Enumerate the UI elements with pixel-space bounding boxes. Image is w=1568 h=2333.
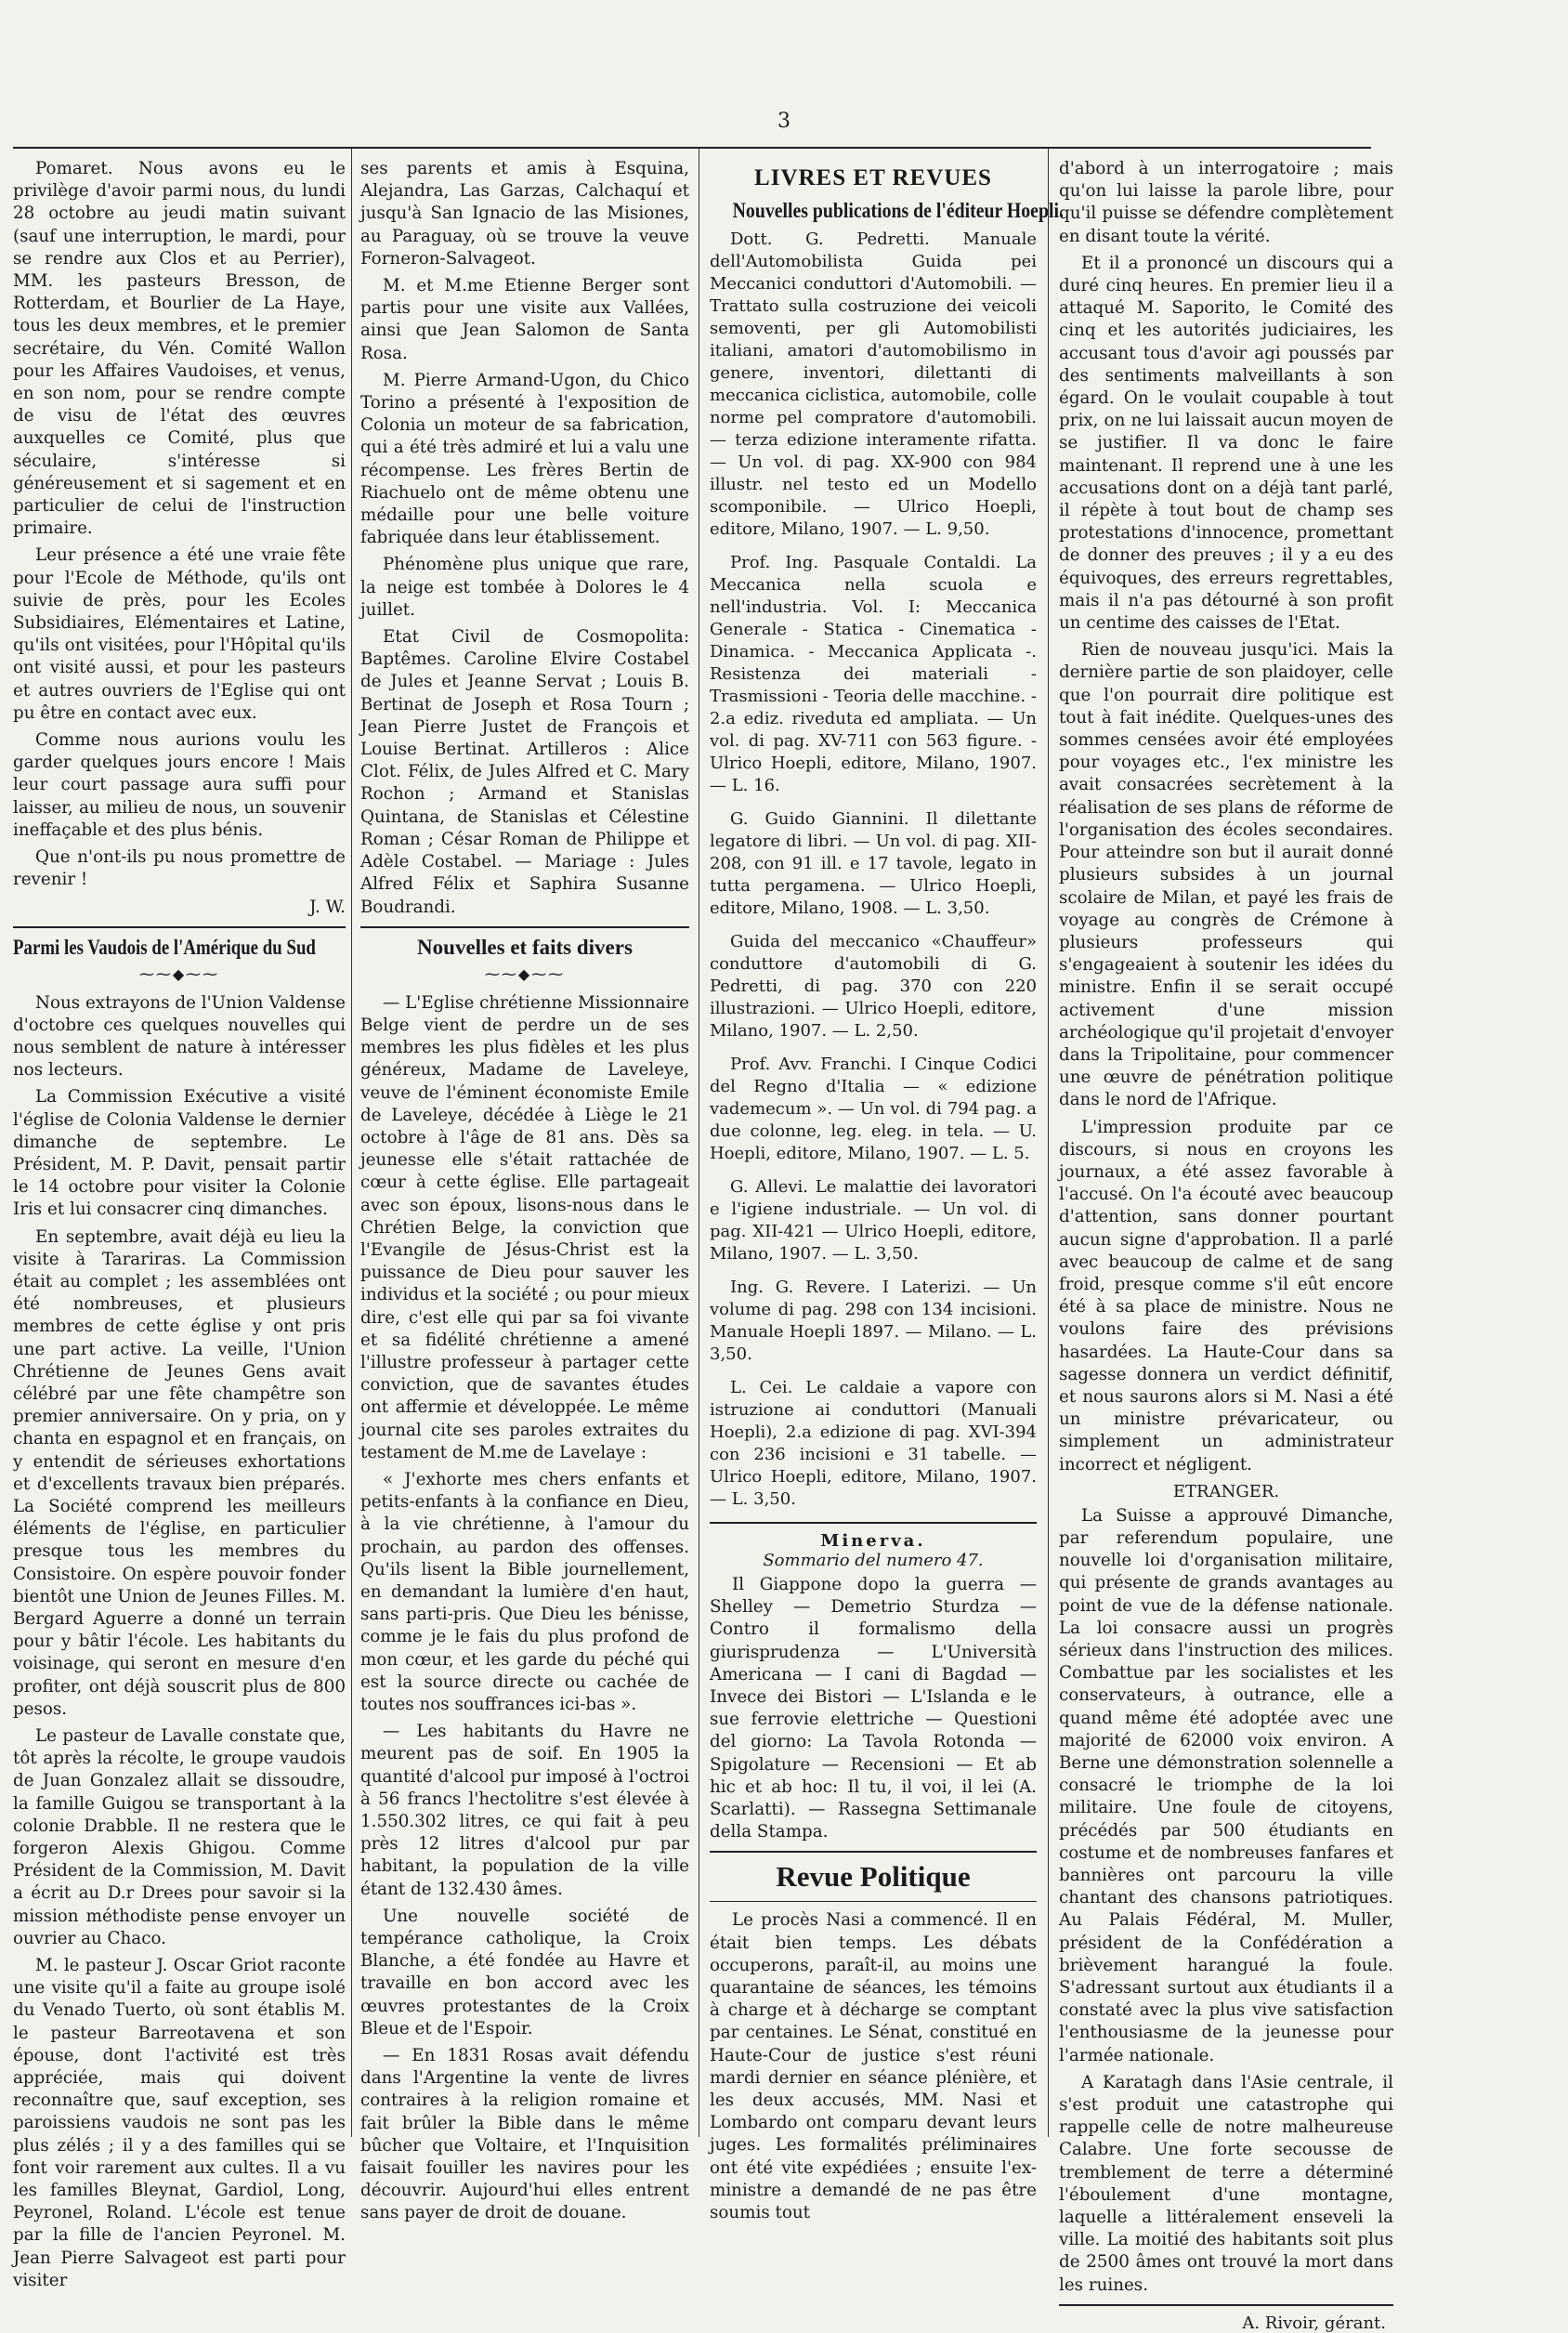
paragraph: ses parents et amis à Esquina, Alejandra, Las Garzas, Calchaquí et jusqu'à San Ignacio de las Misiones, au Paraguay, où se trouve la veuve Forneron-Salvageot. — [360, 159, 689, 269]
paragraph: Le procès Nasi a commencé. Il en était bien temps. Les débats occuperons, paraît-il, au moins une quarantaine de séances, les témoins à charge et à décharge se comptant par centaines. Le Sénat, constitué en Haute-Cour de justice s'est réuni mardi dernier en séance plénière, et les deux accusés, MM. Nasi et Lombardo ont comparu devant leurs juges. Les formalités préliminaires ont été vite expédiées ; ensuite l'ex-ministre a demandé de ne pas être soumis tout — [710, 1910, 1037, 2223]
section-title: Parmi les Vaudois de l'Amérique du Sud — [13, 935, 316, 959]
quote: « J'exhorte mes chers enfants et petits-enfants à la confiance en Dieu, à la vie chrétienne, à l'amour du prochain, au pardon des offenses. Qu'ils lisent la Bible journellement, en demandant la lumière d'en haut, sans parti-pris. Que Dieu les bénisse, comme je le fais du plus profond de mon cœur, et les garde du péché qui est la source directe ou cachée de toutes nos souffrances ici-bas ». — [360, 1469, 689, 1714]
paragraph: Comme nous aurions voulu les garder quelques jours encore ! Mais leur court passage aura suffi pour laisser, au milieu de nous, un souvenir ineffaçable et des plus bénis. — [13, 730, 346, 840]
paragraph: Et il a prononcé un discours qui a duré cinq heures. En premier lieu il a attaqué M. Saporito, le Comité des cinq et les autorités judiciaires, les accusant tous d'avoir agi poussés par des sentiments malveillants à son égard. On le voulait coupable à tout prix, on ne lui laissait aucun moyen de se justifier. Il va donc le faire maintenant. Il reprend une à une les accusations dont on a déjà tant parlé, il répète à tout bout de champ ses protestations d'innocence, promettant de donner des preuves ; il y a eu des équivoques, des erreurs regrettables, mais il n'a pas détourné à son profit un centime des caisses de l'Etat. — [1059, 253, 1393, 634]
column-divider — [351, 149, 352, 2137]
paragraph: Il Giappone dopo la guerra — Shelley — Demetrio Sturdza — Contro il formalismo della giurisprudenza — L'Università Americana — I cani di Bagdad — Invece dei Bistori — L'Islanda e le sue ferrovie elettriche — Questioni del giorno: La Tavola Rotonda — Spigolature — Recensioni — Et ab hic et ab hoc: Il tu, il voi, il lei (A. Scarlatti). — Rassegna Settimanale della Stampa. — [710, 1575, 1037, 1842]
section-subtitle: Nouvelles publications de l'éditeur Hoepli. — [732, 199, 1064, 222]
paragraph: La Suisse a approuvé Dimanche, par referendum populaire, une nouvelle loi d'organisation militaire, qui présente de grands avantages au point de vue de la défense nationale. La loi consacre aussi un progrès sérieux dans l'instruction des milices. Combattue par les socialistes et les conservateurs, à outrance, elle a quand même été adoptée avec une majorité de 62000 voix environ. A Berne une démonstration solennelle a consacré le triomphe de la loi militaire. Une foule de citoyens, précédés par 500 étudiants en costume et de nombreuses fanfares et bannières ont parcouru la ville chantant des chansons patriotiques. Au Palais Fédéral, M. Muller, président de la Confédération a brièvement harangué la foule. S'adressant surtout aux étudiants il a constaté avec la plus vive satisfaction l'enthousiasme de la jeunesse pour l'armée nationale. — [1059, 1505, 1393, 2065]
column-2 — [360, 158, 689, 2223]
book-entry: Guida del meccanico «Chauffeur» conduttore d'automobili di G. Pedretti, di pag. 370 con 220 illustrazioni. — Ulrico Hoepli, editore, Milano, 1907. — L. 2,50. — [710, 932, 1037, 1041]
column-4 — [1059, 158, 1393, 2333]
paragraph: L'impression produite par ce discours, si nous en croyons les journaux, a été assez favorable à l'accusé. On l'a écouté avec beaucoup d'attention, sans donner pourtant aucun signe d'approbation. Il a parlé avec beaucoup de calme et de sang froid, presque comme s'il eût encore été à sa place de ministre. Nous ne voulons faire des prévisions hasardées. La Haute-Cour dans sa sagesse donnera un verdict définitif, et nous saurons alors si M. Nasi a été un ministre prévaricateur, ou simplement un administrateur incorrect et négligent. — [1059, 1117, 1393, 1475]
paragraph: M. et M.me Etienne Berger sont partis pour une visite aux Vallées, ainsi que Jean Salomon de Santa Rosa. — [360, 276, 689, 363]
paragraph: Phénomène plus unique que rare, la neige est tombée à Dolores le 4 juillet. — [360, 555, 689, 620]
section-rule — [710, 1901, 1037, 1902]
review-title: Minerva. — [820, 1531, 926, 1551]
book-entry: Prof. Ing. Pasquale Contaldi. La Meccanica nella scuola e nell'industria. Vol. I: Meccanica Generale - Statica - Cinematica - Dinamica. - Meccanica Applicata -. Resistenza dei materiali - Trasmissioni - Teoria delle macchine. - 2.a ediz. riveduta ed ampliata. — Un vol. di pag. XV-711 con 563 figure. - Ulrico Hoepli, editore, Milano, 1907. — L. 16. — [710, 553, 1037, 795]
page-number: 3 — [777, 110, 791, 133]
review-subtitle: Sommario del numero 47. — [763, 1551, 984, 1570]
section-rule — [13, 926, 346, 928]
news-item: — En 1831 Rosas avait défendu dans l'Argentine la vente de livres contraires à la religion romaine et fait brûler la Bible dans le même bûcher que Voltaire, et l'Inquisition faisait fouiller les navires pour les découvrir. Aujourd'hui elles entrent sans payer de droit de douane. — [360, 2046, 689, 2223]
section-heading: ETRANGER. — [1172, 1481, 1280, 1501]
book-entry: Ing. G. Revere. I Laterizi. — Un volume di pag. 298 con 134 incisioni. Manuale Hoepli 1897. — Milano. — L. 3,50. — [710, 1278, 1037, 1364]
ornament: ⁓⁓◆⁓⁓ — [484, 964, 566, 983]
paragraph: Que n'ont-ils pu nous promettre de revenir ! — [13, 847, 346, 890]
paragraph: Leur présence a été une vraie fête pour l'Ecole de Méthode, qu'ils ont suivie de près, pour les Ecoles Subsidiaires, Elémentaires et Latine, qu'ils ont visitées, pour l'Hôpital qu'ils ont visité aussi, et pour les pasteurs et autres ouvriers de l'Eglise qui ont pu être en contact avec eux. — [13, 545, 346, 723]
section-title: LIVRES ET REVUES — [754, 165, 992, 190]
signature: J. W. — [309, 897, 346, 917]
gerant-signature: A. Rivoir, gérant. — [1242, 2313, 1386, 2333]
news-item: — L'Eglise chrétienne Missionnaire Belge vient de perdre un de ses membres les plus fidèles et les plus généreux, Madame de Laveleye, veuve de l'éminent économiste Emile de Laveleye, décédée à Liège le 21 octobre à l'âge de 81 ans. Dès sa jeunesse elle s'était rattachée de cœur à cette église. Elle partageait avec son époux, lisons-nous dans le Chrétien Belge, la conviction que l'Evangile de Jésus-Christ est la puissance de Dieu pour sauver les individus et la société ; ou pour mieux dire, c'est elle qui par sa foi vivante et sa fidélité chrétienne a amené l'illustre professeur à partager cette conviction, que de savantes études ont affermie et développée. Le même journal cite ses paroles extraites du testament de M.me de Lavelaye : — [360, 992, 689, 1462]
book-entry: L. Cei. Le caldaie a vapore con istruzione ai conduttori (Manuali Hoepli), 2.a edizione di pag. XVI-394 con 236 incisioni e 31 tabelle. — Ulrico Hoepli, editore, Milano, 1907. — L. 3,50. — [710, 1378, 1037, 1509]
section-rule — [360, 926, 689, 928]
news-item: Une nouvelle société de tempérance catholique, la Croix Blanche, a été fondée au Havre et travaille en bon accord avec les œuvres protestantes de la Croix Bleue et de l'Espoir. — [360, 1906, 689, 2038]
news-item: — Les habitants du Havre ne meurent pas de soif. En 1905 la quantité d'alcool pur imposé à l'octroi à 56 francs l'hectolitre s'est élevée à 1.550.302 litres, ce qui fait à peu près 12 litres d'alcool pur par habitant, la population de la ville étant de 132.430 âmes. — [360, 1722, 689, 1899]
paragraph: En septembre, avait déjà eu lieu la visite à Tarariras. La Commission était au complet ; les assemblées ont été nombreuses, et plusieurs membres de cette église y ont pris une part active. La veille, l'Union Chrétienne de Jeunes Gens avait célébré par une fête champêtre son premier anniversaire. On y pria, on y chanta en espagnol et en français, on y entendit de sérieuses exhortations et d'excellents travaux bien préparés. La Société comprend les meilleurs éléments de l'église, en particulier presque tous les membres du Consistoire. On espère pouvoir fonder bientôt une Union de Jeunes Filles. M. Bergard Aguerre a donné un terrain pour y bâtir l'école. Les habitants du voisinage, qui seront en mesure d'en profiter, ont déjà souscrit plus de 800 pesos. — [13, 1226, 346, 1719]
section-title: Nouvelles et faits divers — [417, 935, 633, 959]
column-3 — [710, 158, 1064, 2223]
paragraph: Pomaret. Nous avons eu le privilège d'avoir parmi nous, du lundi 28 octobre au jeudi matin suivant (sauf une interruption, le mardi, pour se rendre aux Clos et au Perrier), MM. les pasteurs Bresson, de Rotterdam, et Bourlier de La Haye, tous les deux membres, et le premier secrétaire, du Vén. Comité Wallon pour les Affaires Vaudoises, et venus, en son nom, pour se rendre compte de visu de l'état des œuvres auxquelles ce Comité, plus que séculaire, s'intéresse si généreusement et si sagement et en particulier de celui de l'instruction primaire. — [13, 159, 346, 539]
paragraph: Nous extrayons de l'Union Valdense d'octobre ces quelques nouvelles qui nous semblent de nature à intéresser nos lecteurs. — [13, 992, 346, 1081]
paragraph: La Commission Exécutive a visité l'église de Colonia Valdense le dernier dimanche de septembre. Le Président, M. P. Davit, pensait partir le 14 octobre pour visiter la Colonie Iris et lui consacrer cinq dimanches. — [13, 1087, 346, 1220]
paragraph: Rien de nouveau jusqu'ici. Mais la dernière partie de son plaidoyer, celle que l'on pourrait dire politique est tout à fait inédite. Quelques-unes des sommes censées avoir été employées pour voyages etc., l'ex ministre les avait consacrées secrètement à la réalisation de ses plans de réforme de l'organisation des écoles secondaires. Pour atteindre son but il aurait donné plusieurs subsides à un journal scolaire de Milan, et payé les frais de voyage au congrès de Crémone à plusieurs professeurs qui s'engageaient à soutenir les idées du ministre. Enfin il se serait occupé activement d'une mission archéologique qu'il projetait d'envoyer dans la Tripolitaine, pour commencer une œuvre de pénétration politique dans le nord de l'Afrique. — [1059, 640, 1393, 1110]
paragraph: A Karatagh dans l'Asie centrale, il s'est produit une catastrophe qui rappelle celle de notre malheureuse Calabre. Une forte secousse de tremblement de terre a déterminé l'éboulement d'une montagne, laquelle a littéralement enseveli la ville. La moitié des habitants soit plus de 2500 âmes ont trouvé la mort dans les ruines. — [1059, 2072, 1393, 2295]
paragraph: Le pasteur de Lavalle constate que, tôt après la récolte, le groupe vaudois de Juan Gonzalez allait se dissoudre, la famille Guigou se transportant à la colonie Drabble. Il ne restera que le forgeron Alexis Ghigou. Comme Président de la Commission, M. Davit a écrit au D.r Drees pour savoir si la mission méthodiste pense envoyer un ouvrier au Chaco. — [13, 1726, 346, 1948]
paragraph: M. Pierre Armand-Ugon, du Chico Torino a présenté à l'exposition de Colonia un moteur de sa fabrication, qui a été très admiré et lui a valu une récompense. Les frères Bertin de Riachuelo ont de même obtenu une médaille pour une belle voiture fabriquée dans leur établissement. — [360, 370, 689, 548]
ornament: ⁓⁓◆⁓⁓ — [138, 964, 220, 983]
section-rule — [710, 1522, 1037, 1524]
section-rule — [1059, 2304, 1393, 2306]
paragraph: M. le pasteur J. Oscar Griot raconte une visite qu'il a faite au groupe isolé du Venado Tuerto, où sont établis M. le pasteur Barreotavena et son épouse, dont l'activité est très appréciée, mais qui doivent reconnaître que, sauf exception, ses paroissiens vaudois ne sont pas les plus zélés ; il y a des familles qui se font voir rarement aux cultes. Il a vu les familles Bleynat, Gardiol, Long, Peyronel, Roland. L'école est tenue par la fille de l'ancien Peyronel. M. Jean Pierre Salvageot est parti pour visiter — [13, 1956, 346, 2290]
header-rule — [13, 147, 1371, 149]
paragraph: d'abord à un interrogatoire ; mais qu'on lui laisse la parole libre, pour qu'il puisse se défendre complètement en disant toute la vérité. — [1059, 159, 1393, 246]
book-entry: Prof. Avv. Franchi. I Cinque Codici del Regno d'Italia — « edizione vademecum ». — Un vol. di 794 pag. a due colonne, leg. eleg. in tela. — U. Hoepli, editore, Milano, 1907. — L. 5. — [710, 1055, 1037, 1163]
book-entry: G. Allevi. Le malattie dei lavoratori e l'igiene industriale. — Un vol. di pag. XII-421 — Ulrico Hoepli, editore, Milano, 1907. — L. 3,50. — [710, 1177, 1037, 1264]
section-title: Revue Politique — [776, 1860, 971, 1894]
paragraph: Etat Civil de Cosmopolita: Baptêmes. Caroline Elvire Costabel de Jules et Jeanne Servat ; Louis B. Bertinat de Joseph et Rosa Tourn ; Jean Pierre Justet de François et Louise Bertinat. Artilleros : Alice Clot. Félix, de Jules Alfred et C. Mary Rochon ; Armand et Stanislas Quintana, de Stanislas et Célestine Roman ; César Roman de Philippe et Adèle Costabel. — Mariage : Jules Alfred Félix et Saphira Susanne Boudrandi. — [360, 627, 689, 917]
column-divider — [1048, 149, 1049, 2137]
book-entry: Dott. G. Pedretti. Manuale dell'Automobilista Guida pei Meccanici conduttori d'Automobili. — Trattato sulla costruzione dei veicoli semoventi, per gli Automobilisti italiani, amatori d'automobilismo in genere, inventori, dilettanti di meccanica ciclistica, automobile, colle norme pel compratore d'automobili. — terza edizione interamente rifatta. — Un vol. di pag. XX-900 con 984 illustr. nel testo ed un Modello scomponibile. — Ulrico Hoepli, editore, Milano, 1907. — L. 9,50. — [710, 229, 1037, 539]
section-rule — [710, 1851, 1037, 1853]
column-1 — [13, 158, 346, 2290]
book-entry: G. Guido Giannini. Il dilettante legatore di libri. — Un vol. di pag. XII-208, con 91 ill. e 17 tavole, legato in tutta pergamena. — Ulrico Hoepli, editore, Milano, 1908. — L. 3,50. — [710, 809, 1037, 918]
